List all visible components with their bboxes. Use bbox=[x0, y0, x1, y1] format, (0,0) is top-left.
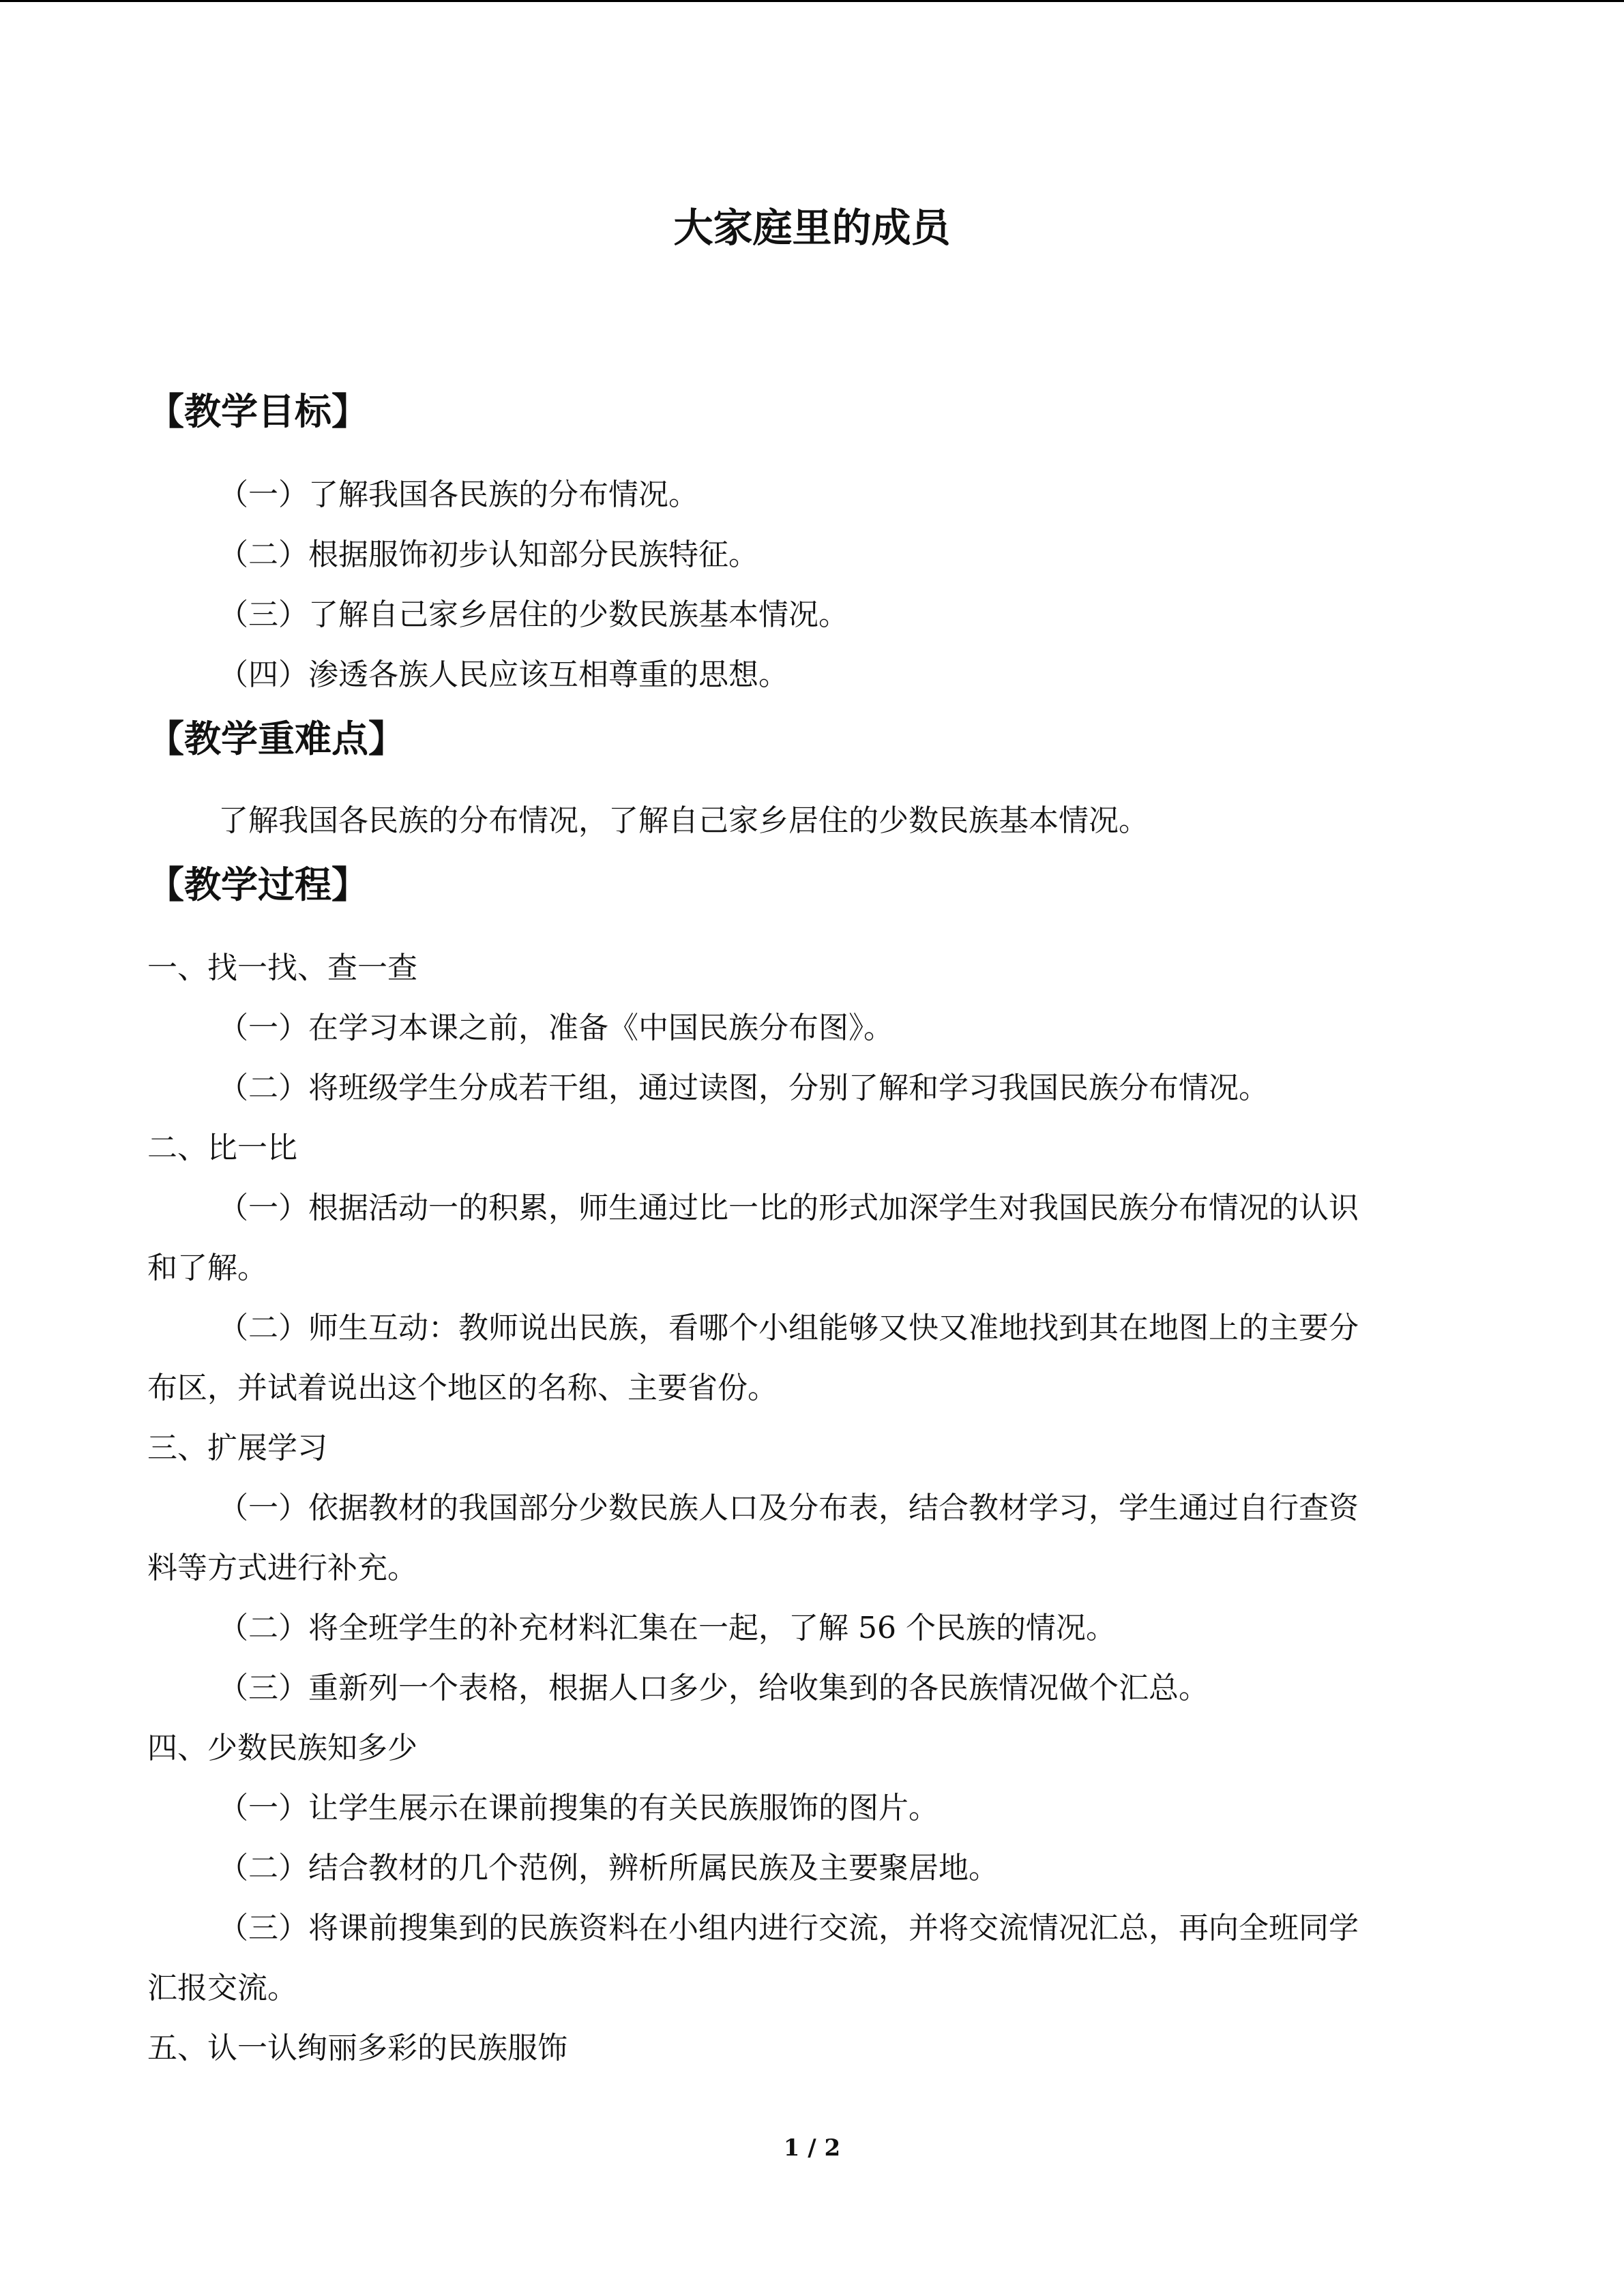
process-step-4-item-3: （三）将课前搜集到的民族资料在小组内进行交流，并将交流情况汇总，再向全班同学 bbox=[218, 1911, 1359, 1945]
objective-item-2: （二）根据服饰初步认知部分民族特征。 bbox=[218, 537, 758, 572]
process-step-2-item-1-cont: 和了解。 bbox=[147, 1251, 267, 1285]
process-step-5-title: 五、认一认绚丽多彩的民族服饰 bbox=[147, 2031, 567, 2066]
section-heading-objectives: 【教学目标】 bbox=[147, 390, 368, 433]
section-heading-process: 【教学过程】 bbox=[147, 863, 368, 906]
page-indicator: 1 / 2 bbox=[783, 2134, 841, 2162]
process-step-4-item-1: （一）让学生展示在课前搜集的有关民族服饰的图片。 bbox=[218, 1791, 939, 1825]
process-step-4-item-3-cont: 汇报交流。 bbox=[147, 1971, 297, 2006]
process-step-4-item-2: （二）结合教材的几个范例，辨析所属民族及主要聚居地。 bbox=[218, 1851, 999, 1885]
process-step-3-title: 三、扩展学习 bbox=[147, 1431, 327, 1465]
process-step-2-item-2: （二）师生互动：教师说出民族，看哪个小组能够又快又准地找到其在地图上的主要分 bbox=[218, 1311, 1359, 1345]
process-step-2-item-1: （一）根据活动一的积累，师生通过比一比的形式加深学生对我国民族分布情况的认识 bbox=[218, 1191, 1359, 1225]
objective-item-1: （一）了解我国各民族的分布情况。 bbox=[218, 477, 698, 512]
process-step-3-item-3: （三）重新列一个表格，根据人口多少，给收集到的各民族情况做个汇总。 bbox=[218, 1671, 1209, 1705]
document-title: 大家庭里的成员 bbox=[673, 205, 951, 251]
key-points-text: 了解我国各民族的分布情况，了解自己家乡居住的少数民族基本情况。 bbox=[218, 803, 1149, 838]
process-step-2-title: 二、比一比 bbox=[147, 1131, 297, 1165]
process-step-3-item-1-cont: 料等方式进行补充。 bbox=[147, 1551, 417, 1585]
process-step-1-item-1: （一）在学习本课之前，准备《中国民族分布图》。 bbox=[218, 1011, 894, 1045]
process-step-3-item-1: （一）依据教材的我国部分少数民族人口及分布表，结合教材学习，学生通过自行查资 bbox=[218, 1491, 1359, 1525]
section-heading-key-points: 【教学重难点】 bbox=[147, 717, 405, 760]
objective-item-4: （四）渗透各族人民应该互相尊重的思想。 bbox=[218, 657, 788, 692]
process-step-3-item-2: （二）将全班学生的补充材料汇集在一起，了解 56 个民族的情况。 bbox=[218, 1611, 1116, 1645]
process-step-1-title: 一、找一找、查一查 bbox=[147, 951, 417, 985]
process-step-1-item-2: （二）将班级学生分成若干组，通过读图，分别了解和学习我国民族分布情况。 bbox=[218, 1071, 1269, 1105]
process-step-2-item-2-cont: 布区，并试着说出这个地区的名称、主要省份。 bbox=[147, 1371, 778, 1405]
objective-item-3: （三）了解自己家乡居住的少数民族基本情况。 bbox=[218, 597, 848, 632]
process-step-4-title: 四、少数民族知多少 bbox=[147, 1731, 417, 1765]
